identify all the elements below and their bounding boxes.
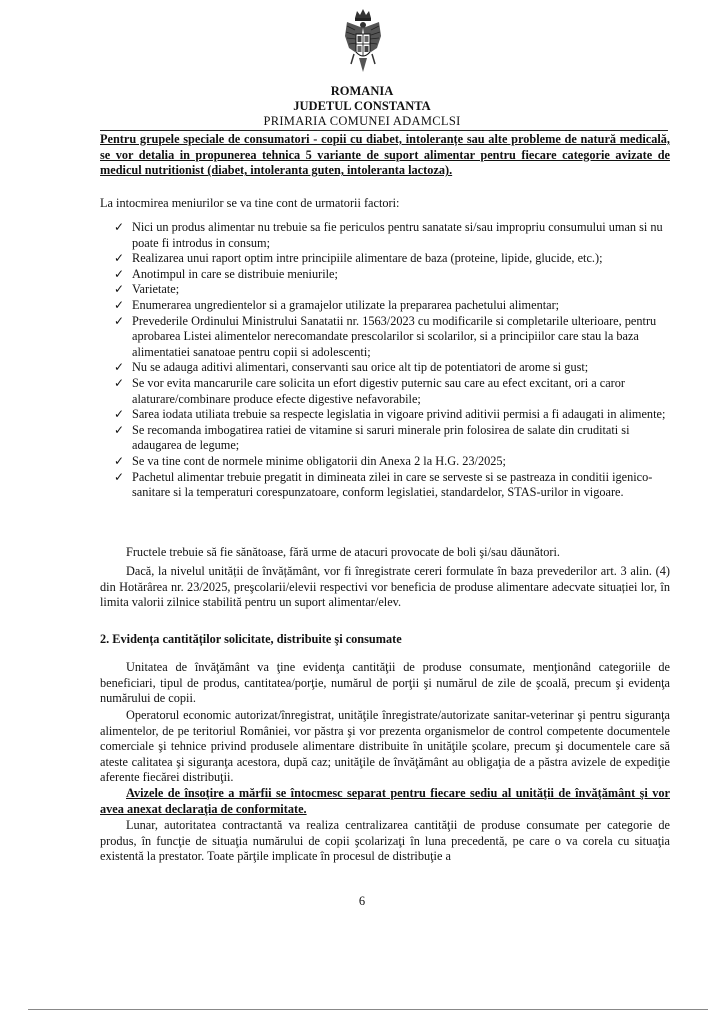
list-item: ✓ Nici un produs alimentar nu trebuie sa fie periculos pentru sanatate si/sau impropriu consumului uman si nu poate fi introdus in consum; <box>114 220 663 250</box>
list-item: ✓ Se vor evita mancarurile care solicita un efort digestiv puternic sau care au efect excitant, ori a caror alaturare/combinare produce efecte digestive nefavorabile; <box>114 375 626 406</box>
checkmark-icon: ✓ <box>114 469 125 484</box>
footer-divider <box>28 1009 708 1010</box>
checkmark-icon: ✓ <box>114 313 125 328</box>
monthly-centralization-paragraph: Lunar, autoritatea contractantă va realiza centralizarea cantităţii de produse consumate per categorie de produs, în funcţie de situaţia numărului de copii şcolarizaţi în luna precedentă, pe care o va corela cu situaţia existentă la prestator. Toate părţile implicate în procesul de distribuţie a <box>100 818 670 864</box>
checkmark-icon: ✓ <box>114 422 125 437</box>
list-item: ✓ Se recomanda imbogatirea ratiei de vitamine si saruri minerale prin folosirea de salate din cruditati si adaugarea de legume; <box>114 422 630 453</box>
records-paragraph: Unitatea de învăţământ va ţine evidenţa cantităţii de produse consumate, menţionând categoriile de beneficiari, tipul de produs, cantitatea/porţie, numărul de porţii şi numărul de zile de şcoală, precum şi evidenţa numărului de copii. <box>100 660 670 706</box>
checkmark-icon: ✓ <box>114 266 125 281</box>
checkmark-icon: ✓ <box>114 282 125 297</box>
factors-lead: La intocmirea meniurilor se va tine cont de urmatorii factori: <box>100 196 400 210</box>
checkmark-icon: ✓ <box>114 360 125 375</box>
section-2-title: 2. Evidența cantităților solicitate, distribuite şi consumate <box>100 632 402 646</box>
operator-paragraph: Operatorul economic autorizat/înregistrat, unităţile înregistrate/autorizate sanitar-veterinar şi pentru siguranţa alimentelor, de pe teritoriul României, vor păstra şi vor prezenta organismelor de control competente documentele comerciale şi tehnice privind produsele alimentare distribuite în unităţile şcolare, precum şi documentele care să ateste calitatea şi siguranţa acestora, după caz; unităţile de învăţământ au obligaţia de a păstra avizele de expediţie aferente fiecărei distribuţii. <box>100 708 670 785</box>
list-item: ✓ Realizarea unui raport optim intre principiile alimentare de baza (proteine, lipide, glucide, etc.); <box>114 251 603 266</box>
list-item: ✓ Prevederile Ordinului Ministrului Sanatatii nr. 1563/2023 cu modificarile si completarile ulterioare, pentru aprobarea Listei alimentelor nerecomandate prescolarilor si scolarilor, si a principiilor care stau la baza alimentatiei sanatoae pentru copii si adolescenti; <box>114 313 657 359</box>
factors-list <box>100 220 670 501</box>
romanian-coat-of-arms-icon <box>345 8 381 80</box>
list-item: ✓ Enumerarea ungredientelor si a gramajelor utilizate la prepararea pachetului alimentar; <box>114 297 560 312</box>
delivery-notes-paragraph: Avizele de însoţire a mărfii se întocmesc separat pentru fiecare sediu al unităţii de învăţământ şi vor avea anexat declaraţia de conformitate. <box>100 786 670 816</box>
list-item: ✓ Se va tine cont de normele minime obligatorii din Anexa 2 la H.G. 23/2025; <box>114 453 506 468</box>
list-item: ✓ Varietate; <box>114 282 180 297</box>
requests-paragraph: Dacă, la nivelul unității de învățământ, vor fi înregistrate cereri formulate în baza prevederilor art. 3 alin. (4) din Hotărârea nr. 23/2025, preşcolarii/elevii respectivi vor beneficia de produse alimentare adecvate situației lor, în limita valorii zilnice stabilită pentru un suport alimentar/elev. <box>100 564 670 610</box>
checkmark-icon: ✓ <box>114 453 125 468</box>
checkmark-icon: ✓ <box>114 297 125 312</box>
checkmark-icon: ✓ <box>114 375 125 390</box>
list-item: ✓ Sarea iodata utiliata trebuie sa respecte legislatia in vigoare privind aditivii permisi a fi adaugati in alimente; <box>114 407 666 422</box>
county-heading: JUDETUL CONSTANTA <box>293 99 431 113</box>
list-item: ✓ Nu se adauga aditivi alimentari, conservanti sau orice alt tip de potentiatori de arome si gust; <box>114 360 589 375</box>
fruits-paragraph: Fructele trebuie să fie sănătoase, fără urme de atacuri provocate de boli şi/sau dăunători. <box>126 545 560 559</box>
list-item: ✓ Pachetul alimentar trebuie pregatit in dimineata zilei in care se serveste si se pastreaza in conditii igenico-sanitare si la temperaturi corespunzatoare, conform legislatiei, standardelor, STAS-urilor in vigoare. <box>114 469 653 500</box>
checkmark-icon: ✓ <box>114 220 125 234</box>
checkmark-icon: ✓ <box>114 251 125 266</box>
header-divider <box>100 130 668 131</box>
page-number: 6 <box>358 894 366 908</box>
office-heading: PRIMARIA COMUNEI ADAMCLSI <box>263 114 461 128</box>
special-groups-paragraph: Pentru grupele speciale de consumatori - copii cu diabet, intoleranțe sau alte probleme de natură medicală, se vor detalia in propunerea tehnica 5 variante de suport alimentar pentru fiecare categorie avizate de medicul nutritionist (diabet, intoleranta guten, intoleranta lactoza). <box>100 132 670 178</box>
country-heading: ROMANIA <box>330 84 394 98</box>
list-item: ✓ Anotimpul in care se distribuie meniurile; <box>114 266 338 281</box>
checkmark-icon: ✓ <box>114 407 125 422</box>
